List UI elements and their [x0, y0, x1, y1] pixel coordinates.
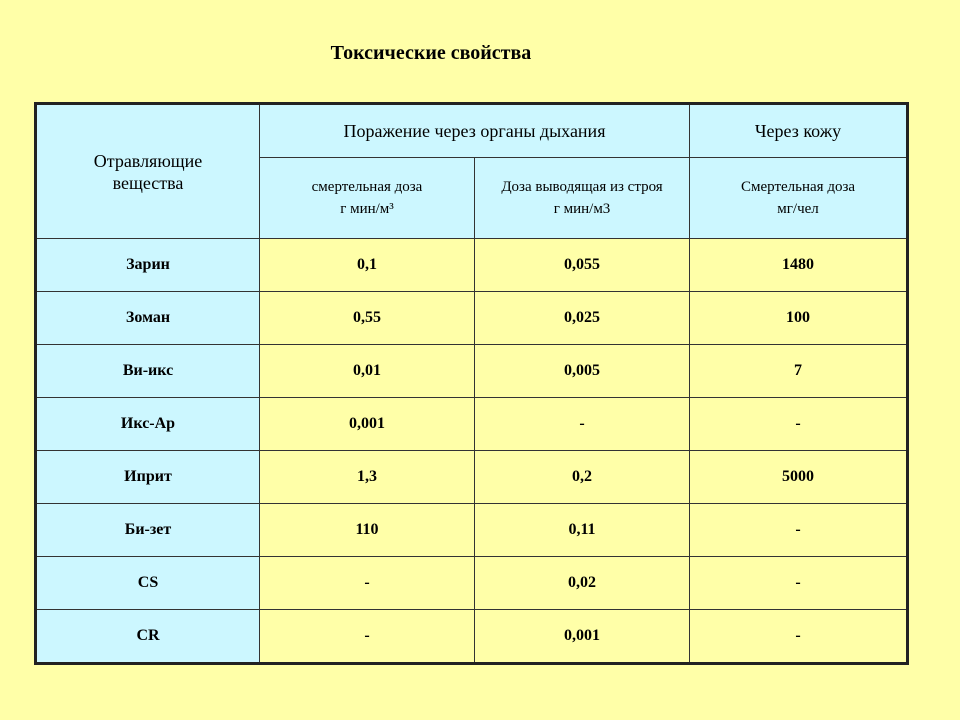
table-row — [36, 610, 908, 664]
incapacitating-dose-value: 0,005 — [475, 345, 690, 398]
table-row — [36, 451, 908, 504]
incapacitating-dose-value: 0,11 — [475, 504, 690, 557]
header-skin-dose-label: Смертельная доза — [740, 179, 856, 195]
table-row — [36, 239, 908, 292]
skin-dose-value: 5000 — [690, 451, 908, 504]
lethal-dose-value: 0,55 — [260, 292, 475, 345]
agent-name: CR — [36, 610, 260, 664]
skin-dose-value: 100 — [690, 292, 908, 345]
incapacitating-dose-value: 0,02 — [475, 557, 690, 610]
table-row — [36, 557, 908, 610]
header-skin: Через кожу — [690, 104, 908, 158]
agent-name: CS — [36, 557, 260, 610]
lethal-dose-value: 0,001 — [260, 398, 475, 451]
toxicity-table — [34, 102, 909, 665]
agent-name: Зоман — [36, 292, 260, 345]
table-row — [36, 345, 908, 398]
agent-name: Зарин — [36, 239, 260, 292]
incapacitating-dose-value: 0,001 — [475, 610, 690, 664]
agent-name: Ви-икс — [36, 345, 260, 398]
skin-dose-value: - — [690, 610, 908, 664]
header-lethal-dose-label: смертельная доза — [311, 179, 423, 195]
table-row — [36, 398, 908, 451]
header-skin-dose — [690, 158, 908, 239]
lethal-dose-value: - — [260, 557, 475, 610]
lethal-dose-value: 0,1 — [260, 239, 475, 292]
agent-name: Иприт — [36, 451, 260, 504]
lethal-dose-value: 0,01 — [260, 345, 475, 398]
skin-dose-value: - — [690, 398, 908, 451]
lethal-dose-value: 1,3 — [260, 451, 475, 504]
header-incapacitating-dose — [475, 158, 690, 239]
header-lethal-dose — [260, 158, 475, 239]
incapacitating-dose-value: 0,025 — [475, 292, 690, 345]
header-skin-dose-unit: мг/чел — [777, 201, 819, 217]
header-incapacitating-dose-label: Доза выводящая из строя — [501, 179, 663, 195]
header-incapacitating-dose-unit: г мин/м3 — [553, 201, 611, 217]
table-row — [36, 504, 908, 557]
header-agent: Отравляющие вещества — [36, 104, 260, 239]
skin-dose-value: - — [690, 557, 908, 610]
incapacitating-dose-value: - — [475, 398, 690, 451]
table-row — [36, 292, 908, 345]
skin-dose-value: 7 — [690, 345, 908, 398]
lethal-dose-value: - — [260, 610, 475, 664]
header-respiratory: Поражение через органы дыхания — [260, 104, 690, 158]
agent-name: Би-зет — [36, 504, 260, 557]
lethal-dose-value: 110 — [260, 504, 475, 557]
header-row-groups — [36, 104, 908, 158]
incapacitating-dose-value: 0,2 — [475, 451, 690, 504]
header-lethal-dose-unit: г мин/м³ — [340, 201, 394, 217]
skin-dose-value: 1480 — [690, 239, 908, 292]
page-title: Токсические свойства — [330, 42, 532, 64]
incapacitating-dose-value: 0,055 — [475, 239, 690, 292]
skin-dose-value: - — [690, 504, 908, 557]
agent-name: Икс-Ар — [36, 398, 260, 451]
